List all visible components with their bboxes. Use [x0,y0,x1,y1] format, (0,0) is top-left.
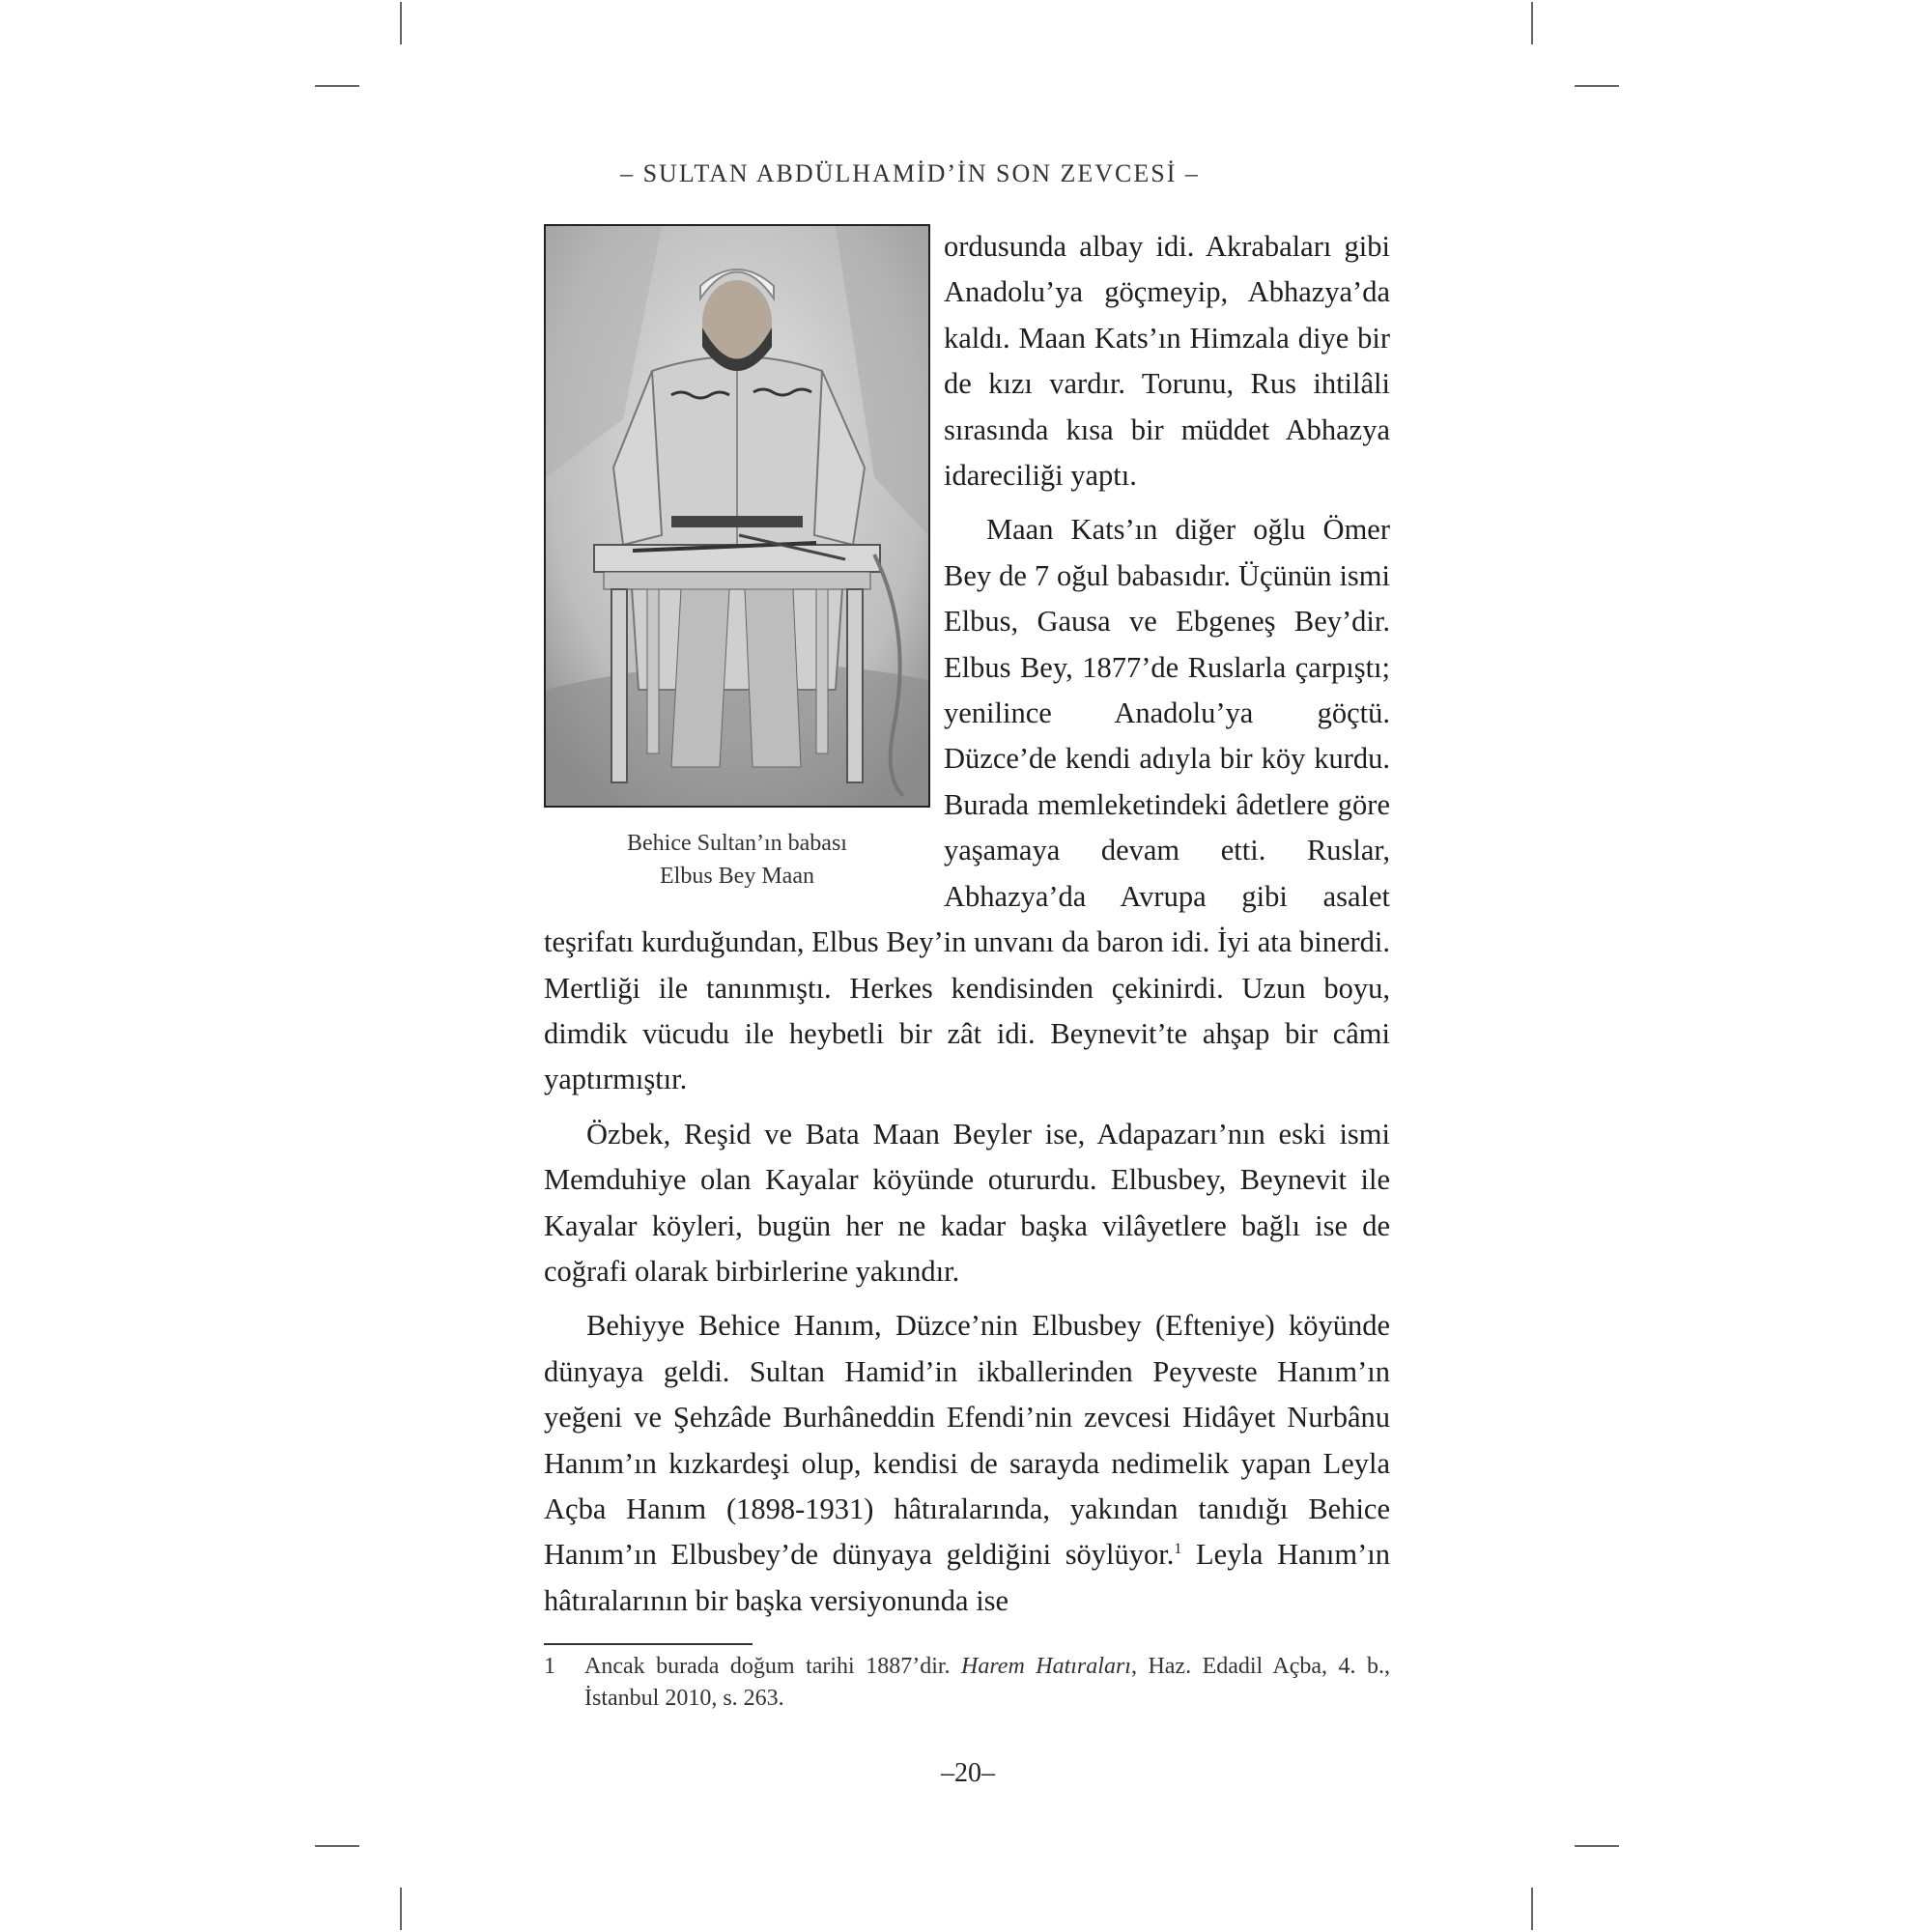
portrait-photo [544,224,930,808]
paragraph-4 [544,1303,1390,1624]
caption-line-2: Elbus Bey Maan [660,864,814,889]
crop-mark-top-left-h [315,85,359,87]
footnote [544,1651,1390,1715]
page-number: –20– [941,1758,995,1788]
footnote-marker: 1 [1174,1541,1182,1558]
paragraph-4-text: Behiyye Behice Hanım, Düzce’nin Elbusbey (Efteniye) köyünde dünyaya geldi. Sultan Hamid’in ikballerinden Peyveste Hanım’ın yeğeni ve Şehzâde Burhâneddin Efendi’nin zevcesi Hidâyet Nurbânu Hanım’ın kızkardeşi olup, kendisi de sarayda nedimelik yapan Leyla Açba Hanım (1898-1931) hâtıralarında, yakından tanıdığı Behice Hanım’ın Elbusbey’de dünyaya geldiğini söylüyor. [544,1309,1390,1572]
footnote-number: 1 [544,1654,555,1679]
footnote-text-after: , Haz. Edadil Açba, 4. b., İstanbul 2010, s. 263. [584,1654,1390,1711]
figure-caption [544,827,930,902]
paragraph-2: Maan Kats’ın diğer oğlu Ömer Bey de 7 oğul babasıdır. Üçünün ismi Elbus, Gausa ve Ebgeneş Bey’dir. Elbus Bey, 1877’de Ruslarla çarpıştı; yenilince Anadolu’ya göçtü. Düzce’de kendi adıyla bir köy kurdu. Burada memleketindeki âdetlere göre yaşamaya devam etti. Ruslar, Abhazya’da Avrupa gibi asalet teşrifatı kurduğundan, Elbus Bey’in unvanı da baron idi. İyi ata binerdi. Mertliği ile tanınmıştı. Herkes kendisinden çekinirdi. Uzun boyu, dimdik vücudu ile heybetli bir zât idi. Beynevit’te ahşap bir câmi yaptırmıştır. [544,513,1390,1096]
portrait-illustration [546,226,928,806]
crop-mark-bottom-right-h [1575,1845,1619,1847]
paragraph-3: Özbek, Reşid ve Bata Maan Beyler ise, Adapazarı’nın eski ismi Memduhiye olan Kayalar köyünde otururdu. Elbusbey, Beynevit ile Kayalar köyleri, bugün her ne kadar başka vilâyetlere bağlı ise de coğrafi olarak birbirlerine yakındır. [544,1117,1390,1288]
crop-mark-bottom-left-h [315,1845,359,1847]
body-text [544,224,1390,1633]
footnote-text-before: Ancak burada doğum tarihi 1887’dir. [584,1654,962,1679]
footnote-body [584,1651,1390,1715]
figure [544,224,930,902]
footnote-italic-title: Harem Hatıraları [961,1654,1131,1679]
crop-mark-top-right-h [1575,85,1619,87]
paragraph-1: ordusunda albay idi. Akrabaları gibi Anadolu’ya göçmeyip, Abhazya’da kaldı. Maan Kats’ın Himzala diye bir de kızı vardır. Torunu, Rus ihtilâli sırasında kısa bir müddet Abhazya idareciliği yaptı. [944,230,1390,493]
caption-line-1: Behice Sultan’ın babası [627,831,847,856]
paragraph-4-tail: Leyla Hanım’ın hâtıralarının bir başka versiyonunda ise [544,1538,1391,1617]
running-head: – SULTAN ABDÜLHAMİD’İN SON ZEVCESİ – [620,159,1200,187]
footnote-rule [544,1643,753,1645]
crop-mark-bottom-left [400,1888,402,1930]
crop-mark-top-right [1531,2,1533,44]
crop-mark-top-left [400,2,402,44]
crop-mark-bottom-right [1531,1888,1533,1930]
